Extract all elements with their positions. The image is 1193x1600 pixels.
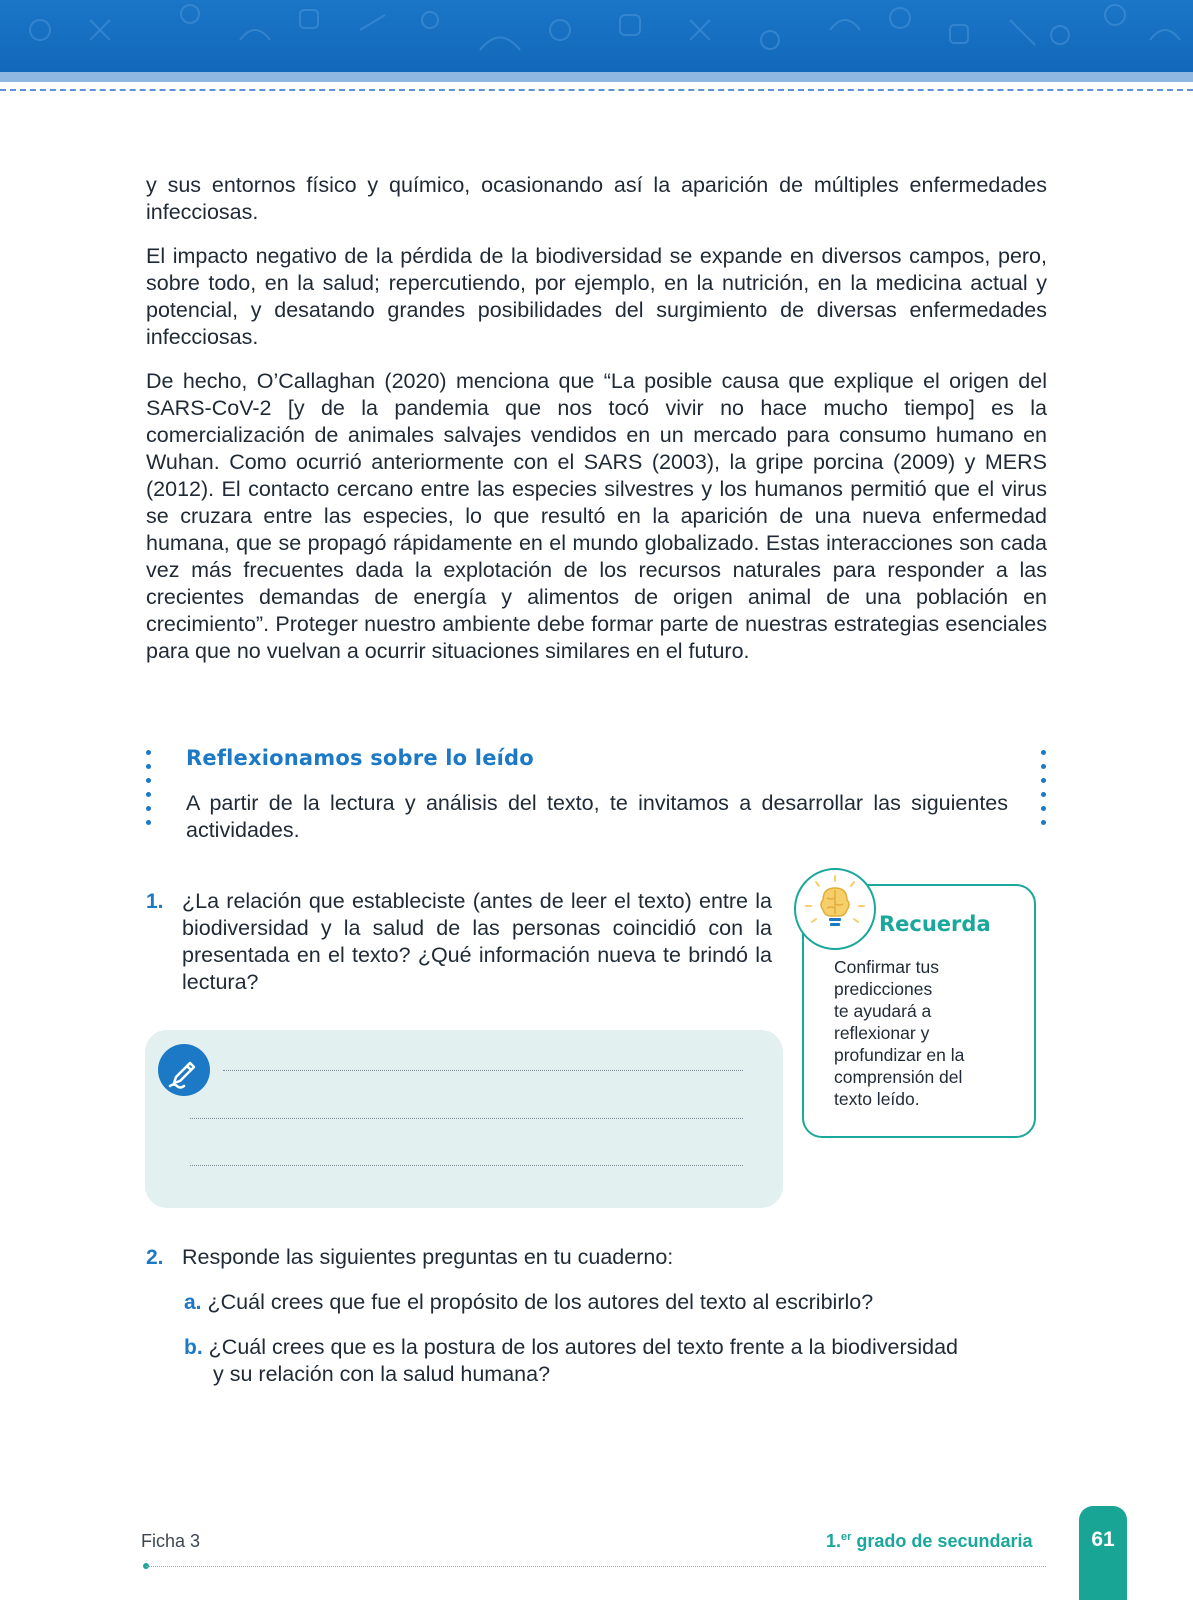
question-2-number: 2. [146, 1246, 164, 1269]
body-text [146, 172, 1047, 682]
question-1-number: 1. [146, 890, 164, 913]
header-dashed-line [0, 89, 1193, 91]
answer-box[interactable] [145, 1030, 783, 1208]
page-number: 61 [1091, 1528, 1115, 1551]
page-number-tab [1079, 1506, 1127, 1600]
header-stripe [0, 72, 1193, 82]
paragraph-3: De hecho, O’Callaghan (2020) menciona que “La posible causa que explique el origen del SARS-CoV-2 [y de la pandemia que nos tocó vivir no hace mucho tiempo] es la comercialización de animales salvajes vendidos en un mercado para consumo humano en Wuhan. Como ocurrió anteriormente con el SARS (2003), la gripe porcina (2009) y MERS (2012). El contacto cercano entre las especies silvestres y los humanos permitió que el virus se cruzara entre las especies, lo que resultó en la aparición de una nueva enfermedad humana, que se propagó rápidamente en el mundo globalizado. Estas interacciones son cada vez más frecuentes dada la explotación de los recursos naturales para responder a las crecientes demandas de energía y alimentos de origen animal de una población en crecimiento”. Proteger nuestro ambiente debe formar parte de nuestras estrategias esenciales para que no vuelvan a ocurrir situaciones similares en el futuro. [146, 369, 1047, 663]
footer-dotted-line [146, 1566, 1046, 1567]
reflect-text: A partir de la lectura y análisis del texto, te invitamos a desarrollar las siguientes actividades. [186, 791, 1008, 842]
answer-line-3[interactable] [190, 1165, 743, 1166]
question-2a-text: ¿Cuál crees que fue el propósito de los autores del texto al escribirlo? [207, 1290, 874, 1314]
question-2a [184, 1289, 873, 1316]
left-dots-divider [146, 750, 152, 825]
footer-grade-number: 1. [826, 1531, 842, 1551]
recuerda-title: Recuerda [879, 912, 991, 936]
answer-line-2[interactable] [190, 1118, 743, 1119]
question-1-text: ¿La relación que estableciste (antes de leer el texto) entre la biodiversidad y la salud de las personas coincidió con la presentada en el texto? ¿Qué información nueva te brindó la lectura? [182, 889, 772, 994]
paragraph-2: El impacto negativo de la pérdida de la biodiversidad se expande en diversos campos, pero, sobre todo, en la salud; repercutiendo, por ejemplo, en la nutrición, en la medicina actual y potencial, y desatando grandes posibilidades del surgimiento de diversas enfermedades infecciosas. [146, 244, 1047, 349]
answer-line-1[interactable] [223, 1070, 743, 1071]
question-2b-text-line2: y su relación con la salud humana? [213, 1362, 551, 1386]
header-banner [0, 0, 1193, 72]
question-2a-letter: a. [184, 1291, 202, 1314]
footer-ficha: Ficha 3 [141, 1531, 201, 1551]
doodle-pattern [0, 0, 1193, 72]
paragraph-1: y sus entornos físico y químico, ocasionando así la aparición de múltiples enfermedades infecciosas. [146, 173, 1047, 224]
recuerda-text: Confirmar tus predicciones te ayudará a reflexionar y profundizar en la comprensión del texto leído. [834, 957, 965, 1109]
question-2b [184, 1334, 1047, 1388]
reflect-title: Reflexionamos sobre lo leído [186, 746, 534, 770]
reflect-section [146, 744, 1046, 844]
pencil-icon [158, 1044, 210, 1096]
question-2b-text-line1: ¿Cuál crees que es la postura de los autores del texto frente a la biodiversidad [208, 1335, 959, 1359]
brain-lightbulb-icon [794, 868, 876, 950]
footer-grade [826, 1531, 1032, 1552]
question-2b-letter: b. [184, 1336, 203, 1359]
footer-grade-text: grado de secundaria [851, 1531, 1033, 1551]
footer-grade-sup: er [841, 1531, 852, 1543]
right-dots-divider [1041, 750, 1047, 825]
question-2-text: Responde las siguientes preguntas en tu cuaderno: [182, 1245, 674, 1269]
